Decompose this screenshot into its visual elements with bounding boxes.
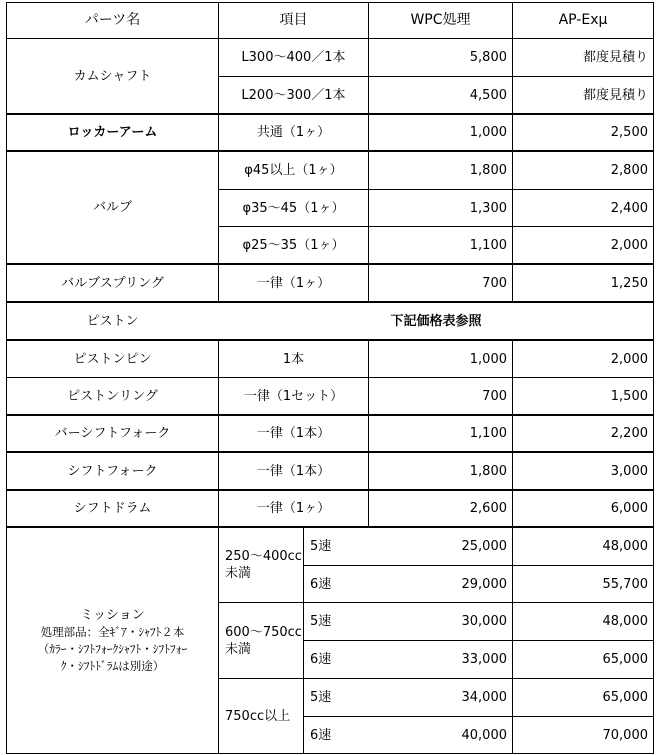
speed-cell: 6速 bbox=[310, 727, 332, 743]
speed-cell: 6速 bbox=[310, 652, 332, 667]
header-apex: AP-Exμ bbox=[558, 12, 608, 28]
wpc-price: 4,500 bbox=[469, 87, 507, 103]
apex-price: 都度見積り bbox=[582, 50, 648, 65]
apex-price: 48,000 bbox=[602, 614, 648, 629]
apex-price: 70,000 bbox=[602, 727, 648, 743]
cc-range-line: 未満 bbox=[225, 641, 252, 657]
wpc-price: 700 bbox=[482, 275, 507, 291]
apex-price: 65,000 bbox=[602, 690, 648, 705]
item-cell: 一律（1セット） bbox=[243, 388, 344, 404]
wpc-price: 5,800 bbox=[469, 50, 507, 65]
cc-range-line: 600～750cc bbox=[225, 624, 302, 640]
part-camshaft: カムシャフト bbox=[73, 68, 152, 84]
speed-cell: 5速 bbox=[310, 614, 332, 629]
wpc-price: 700 bbox=[482, 388, 507, 404]
mission-name: ミッション bbox=[80, 607, 145, 623]
cc-range-line: 750cc以上 bbox=[225, 708, 291, 724]
part-shift-drum: シフトドラム bbox=[73, 501, 152, 516]
header-wpc: WPC処理 bbox=[410, 12, 471, 28]
wpc-price: 25,000 bbox=[461, 539, 507, 554]
part-bar-shift-fork: バーシフトフォーク bbox=[54, 426, 171, 441]
item-cell: 共通（1ヶ） bbox=[256, 125, 331, 140]
item-cell: 一律（1ヶ） bbox=[256, 275, 331, 291]
wpc-price: 29,000 bbox=[461, 576, 507, 592]
wpc-price: 2,600 bbox=[469, 501, 507, 516]
speed-cell: 5速 bbox=[310, 690, 332, 705]
apex-price: 2,500 bbox=[610, 125, 648, 140]
part-rocker-arm: ロッカーアーム bbox=[67, 125, 158, 140]
apex-price: 48,000 bbox=[602, 539, 648, 554]
part-piston-ring: ピストンリング bbox=[67, 388, 158, 404]
table-border-right bbox=[653, 2, 654, 754]
mission-note-line: 処理部品：全ｷﾞｱ・ｼｬﾌﾄ２本 bbox=[40, 624, 185, 639]
apex-price: 2,400 bbox=[610, 200, 648, 216]
mission-note-line: （ｶﾗｰ・ｼﾌﾄﾌｫｰｸｼｬﾌﾄ・ｼﾌﾄﾌｫｰ bbox=[37, 641, 188, 656]
part-piston-pin: ピストンピン bbox=[73, 351, 152, 367]
apex-price: 55,700 bbox=[602, 576, 648, 592]
cc-range bbox=[219, 603, 303, 678]
wpc-price: 1,000 bbox=[469, 351, 507, 367]
wpc-price: 1,100 bbox=[469, 237, 507, 253]
wpc-price: 1,100 bbox=[469, 426, 507, 441]
apex-price: 1,500 bbox=[610, 388, 648, 404]
item-cell: φ45以上（1ヶ） bbox=[244, 163, 343, 178]
item-cell: 1本 bbox=[282, 351, 305, 367]
apex-price: 都度見積り bbox=[582, 87, 648, 103]
apex-price: 2,800 bbox=[610, 163, 648, 178]
item-cell: L300～400／1本 bbox=[241, 50, 346, 65]
wpc-price: 1,000 bbox=[469, 125, 507, 140]
part-shift-fork: シフトフォーク bbox=[67, 463, 158, 479]
apex-price: 1,250 bbox=[610, 275, 648, 291]
speed-cell: 5速 bbox=[310, 539, 332, 554]
part-piston: ピストン bbox=[86, 313, 139, 329]
apex-price: 3,000 bbox=[610, 463, 648, 479]
item-cell: 一律（1本） bbox=[256, 426, 331, 441]
cc-range bbox=[219, 528, 303, 602]
piston-note: 下記価格表参照 bbox=[390, 313, 482, 329]
item-cell: L200～300／1本 bbox=[241, 87, 346, 103]
table-border-bottom bbox=[6, 753, 654, 754]
wpc-price: 1,800 bbox=[469, 163, 507, 178]
part-valve-spring: バルブスプリング bbox=[61, 275, 164, 291]
wpc-price: 40,000 bbox=[461, 727, 507, 743]
cc-range-line: 250～400cc bbox=[225, 549, 302, 564]
wpc-price: 1,300 bbox=[469, 200, 507, 216]
item-cell: 一律（1本） bbox=[256, 463, 331, 479]
cc-range-line: 未満 bbox=[225, 566, 252, 581]
part-mission bbox=[7, 528, 218, 753]
apex-price: 2,000 bbox=[610, 351, 648, 367]
cc-range bbox=[219, 679, 303, 753]
wpc-price: 30,000 bbox=[461, 614, 507, 629]
speed-cell: 6速 bbox=[310, 576, 332, 592]
apex-price: 2,000 bbox=[610, 237, 648, 253]
header-parts: パーツ名 bbox=[84, 12, 141, 28]
wpc-price: 34,000 bbox=[461, 690, 507, 705]
apex-price: 6,000 bbox=[610, 501, 648, 516]
header-item: 項目 bbox=[279, 12, 308, 28]
item-cell: φ25～35（1ヶ） bbox=[242, 237, 345, 253]
part-valve: バルブ bbox=[92, 200, 132, 215]
apex-price: 2,200 bbox=[610, 426, 648, 441]
wpc-price: 1,800 bbox=[469, 463, 507, 479]
mission-note-line: ｸ・ｼﾌﾄﾄﾞﾗﾑは別途） bbox=[60, 658, 165, 673]
item-cell: 一律（1ヶ） bbox=[256, 501, 331, 516]
wpc-price: 33,000 bbox=[461, 652, 507, 667]
apex-price: 65,000 bbox=[602, 652, 648, 667]
item-cell: φ35～45（1ヶ） bbox=[242, 200, 345, 216]
